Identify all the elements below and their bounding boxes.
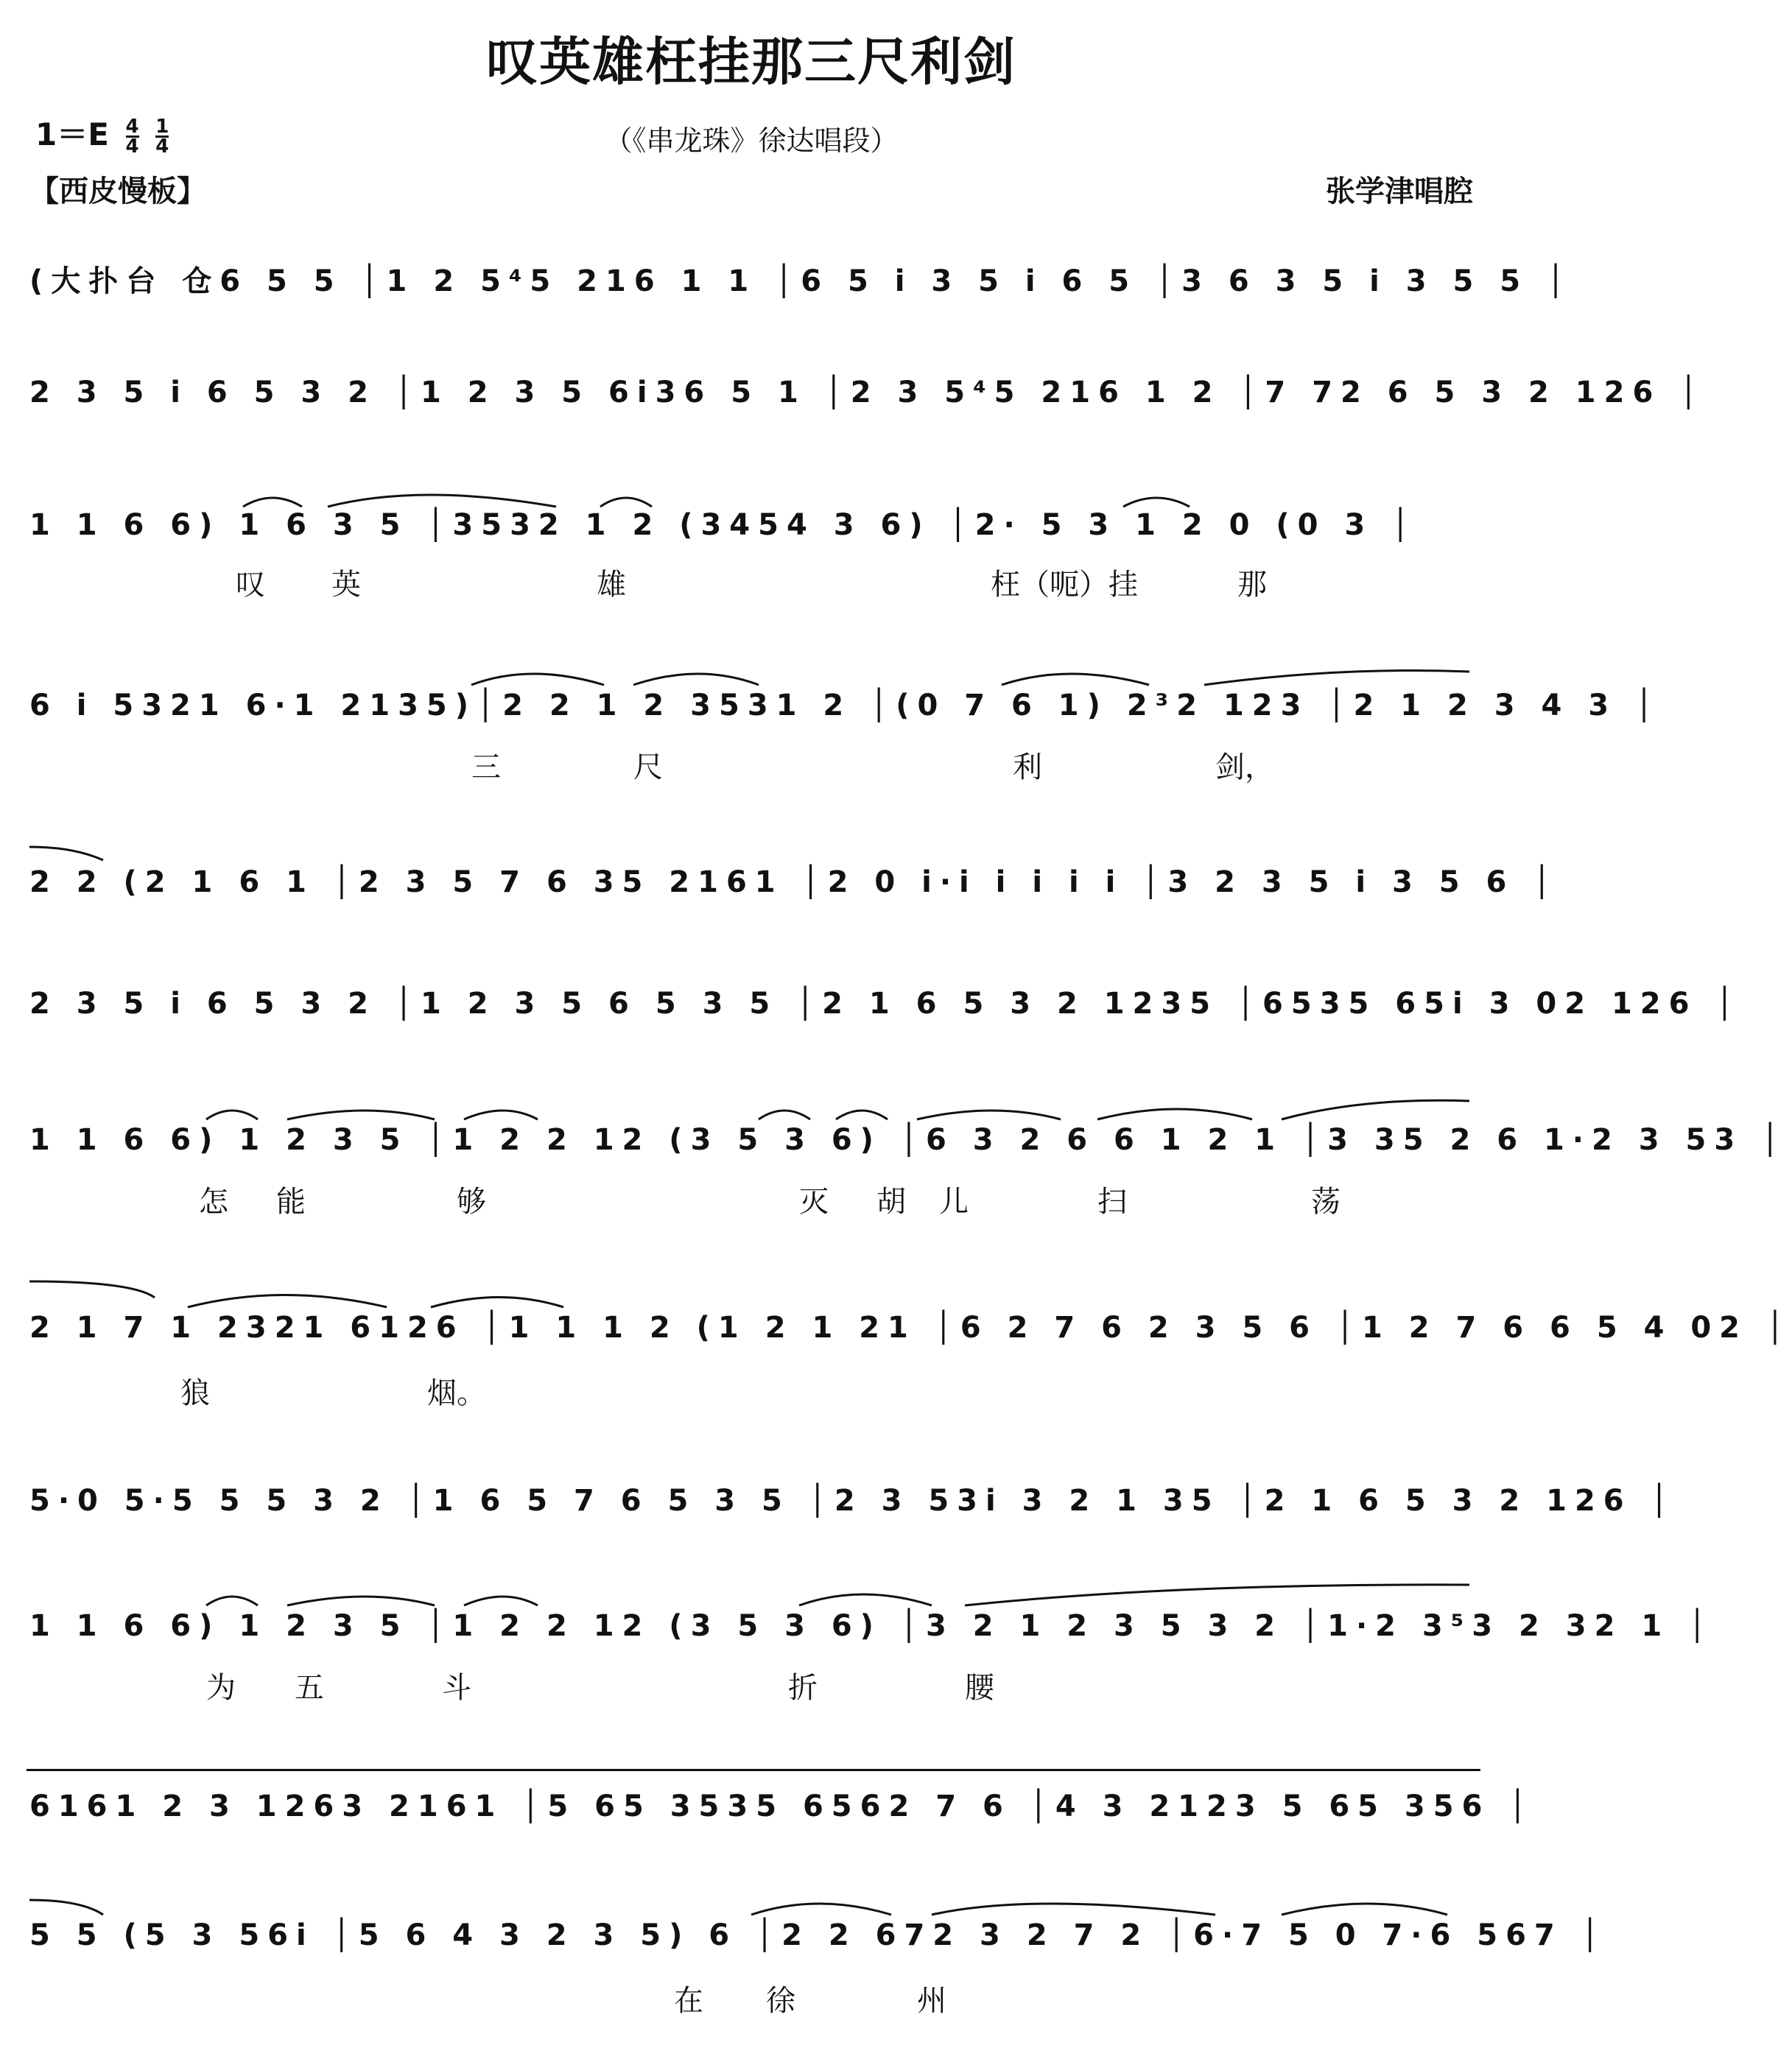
notation-row: 2 1 7 1 2321 6126 │1 1 1 2 (1 2 1 21 │6 2 7 6 2 3 5 6 │1 2 7 6 6 5 4 02 │ bbox=[29, 1311, 1792, 1345]
source-note: （《串龙珠》徐达唱段） bbox=[604, 124, 899, 157]
lyric-syllable: 五 bbox=[295, 1671, 324, 1705]
notation-row: 5 5 (5 3 56i │5 6 4 3 2 3 5) 6 │2 2 672 3 2 7 2 │6·7 5 0 7·6 567 │ bbox=[29, 1918, 1607, 1952]
lyric-syllable: 烟。 bbox=[427, 1376, 486, 1410]
lyric-syllable: 狼 bbox=[180, 1376, 210, 1410]
time-signature-4-4: $\frac{4}{4}$ bbox=[125, 116, 139, 158]
lyric-syllable: 州 bbox=[917, 1984, 946, 2018]
lyric-syllable: 徐 bbox=[766, 1984, 795, 2018]
notation-row: 5·0 5·5 5 5 3 2 │1 6 5 7 6 5 3 5 │2 3 53i 3 2 1 35 │2 1 6 5 3 2 126 │ bbox=[29, 1484, 1676, 1518]
lyric-syllable: 折 bbox=[788, 1671, 818, 1705]
lyric-syllable: 剑， bbox=[1215, 750, 1274, 784]
notation-row: 2 3 5 i 6 5 3 2 │1 2 3 5 6 5 3 5 │2 1 6 5 3 2 1235 │6535 65i 3 02 126 │ bbox=[29, 987, 1742, 1021]
lyric-syllable: 扫 bbox=[1097, 1185, 1127, 1219]
lyric-syllable: 在 bbox=[674, 1984, 703, 2018]
notation-row: 1 1 6 6) 1 2 3 5 │1 2 2 12 (3 5 3 6) │3 2 1 2 3 5 3 2 │1·2 3⁵3 2 32 1 │ bbox=[29, 1609, 1715, 1643]
notation-row: 1 1 6 6) 1 6 3 5 │3532 1 2 (3454 3 6) │2· 5 3 1 2 0 (0 3 │ bbox=[29, 508, 1418, 542]
lyric-syllable: 胡 bbox=[876, 1185, 906, 1219]
lyric-syllable: 利 bbox=[1013, 750, 1042, 784]
lyric-syllable: 荡 bbox=[1311, 1185, 1341, 1219]
notation-row: 2 2 (2 1 6 1 │2 3 5 7 6 35 2161 │2 0 i·i i i i i │3 2 3 5 i 3 5 6 │ bbox=[29, 865, 1559, 899]
lyric-syllable: 三 bbox=[471, 750, 501, 784]
lyric-syllable: 斗 bbox=[442, 1671, 471, 1705]
notation-row: 6 i 5321 6·1 2135)│2 2 1 2 3531 2 │(0 7 6 1) 2³2 123 │2 1 2 3 4 3 │ bbox=[29, 689, 1662, 722]
lyric-syllable: 雄 bbox=[597, 568, 626, 602]
notation-row: (大扑台 仓6 5 5 │1 2 5⁴5 216 1 1 │6 5 i 3 5 i 6 5 │3 6 3 5 i 3 5 5 │ bbox=[29, 264, 1573, 298]
lyric-syllable: 为 bbox=[206, 1671, 236, 1705]
lyric-syllable: 腰 bbox=[965, 1671, 994, 1705]
key-label: 1＝E bbox=[35, 116, 109, 152]
lyric-syllable: 英 bbox=[331, 568, 361, 602]
tempo-marking: 【西皮慢板】 bbox=[29, 175, 206, 208]
lyric-syllable: 怎 bbox=[199, 1185, 228, 1219]
lyric-syllable: 儿 bbox=[939, 1185, 969, 1219]
lyric-syllable: 灭 bbox=[799, 1185, 829, 1219]
time-signature-1-4: $\frac{1}{4}$ bbox=[155, 116, 169, 158]
lyric-syllable: 那 bbox=[1237, 568, 1267, 602]
song-title: 叹英雄枉挂那三尺利剑 bbox=[486, 32, 1016, 92]
lyric-syllable: 尺 bbox=[633, 750, 663, 784]
notation-row: 6161 2 3 1263 2161 │5 65 3535 6562 7 6 │4 3 2123 5 65 356 │ bbox=[29, 1790, 1535, 1823]
notation-row: 1 1 6 6) 1 2 3 5 │1 2 2 12 (3 5 3 6) │6 3 2 6 6 1 2 1 │3 35 2 6 1·2 3 53 │ bbox=[29, 1123, 1788, 1157]
lyric-syllable: 叹 bbox=[236, 568, 265, 602]
lyric-syllable: 枉（呃）挂 bbox=[991, 568, 1138, 602]
singer-credit: 张学津唱腔 bbox=[1326, 175, 1473, 208]
lyric-syllable: 能 bbox=[276, 1185, 306, 1219]
lyric-syllable: 够 bbox=[457, 1185, 486, 1219]
notation-row: 2 3 5 i 6 5 3 2 │1 2 3 5 6i36 5 1 │2 3 5⁴5 216 1 2 │7 72 6 5 3 2 126 │ bbox=[29, 376, 1706, 409]
